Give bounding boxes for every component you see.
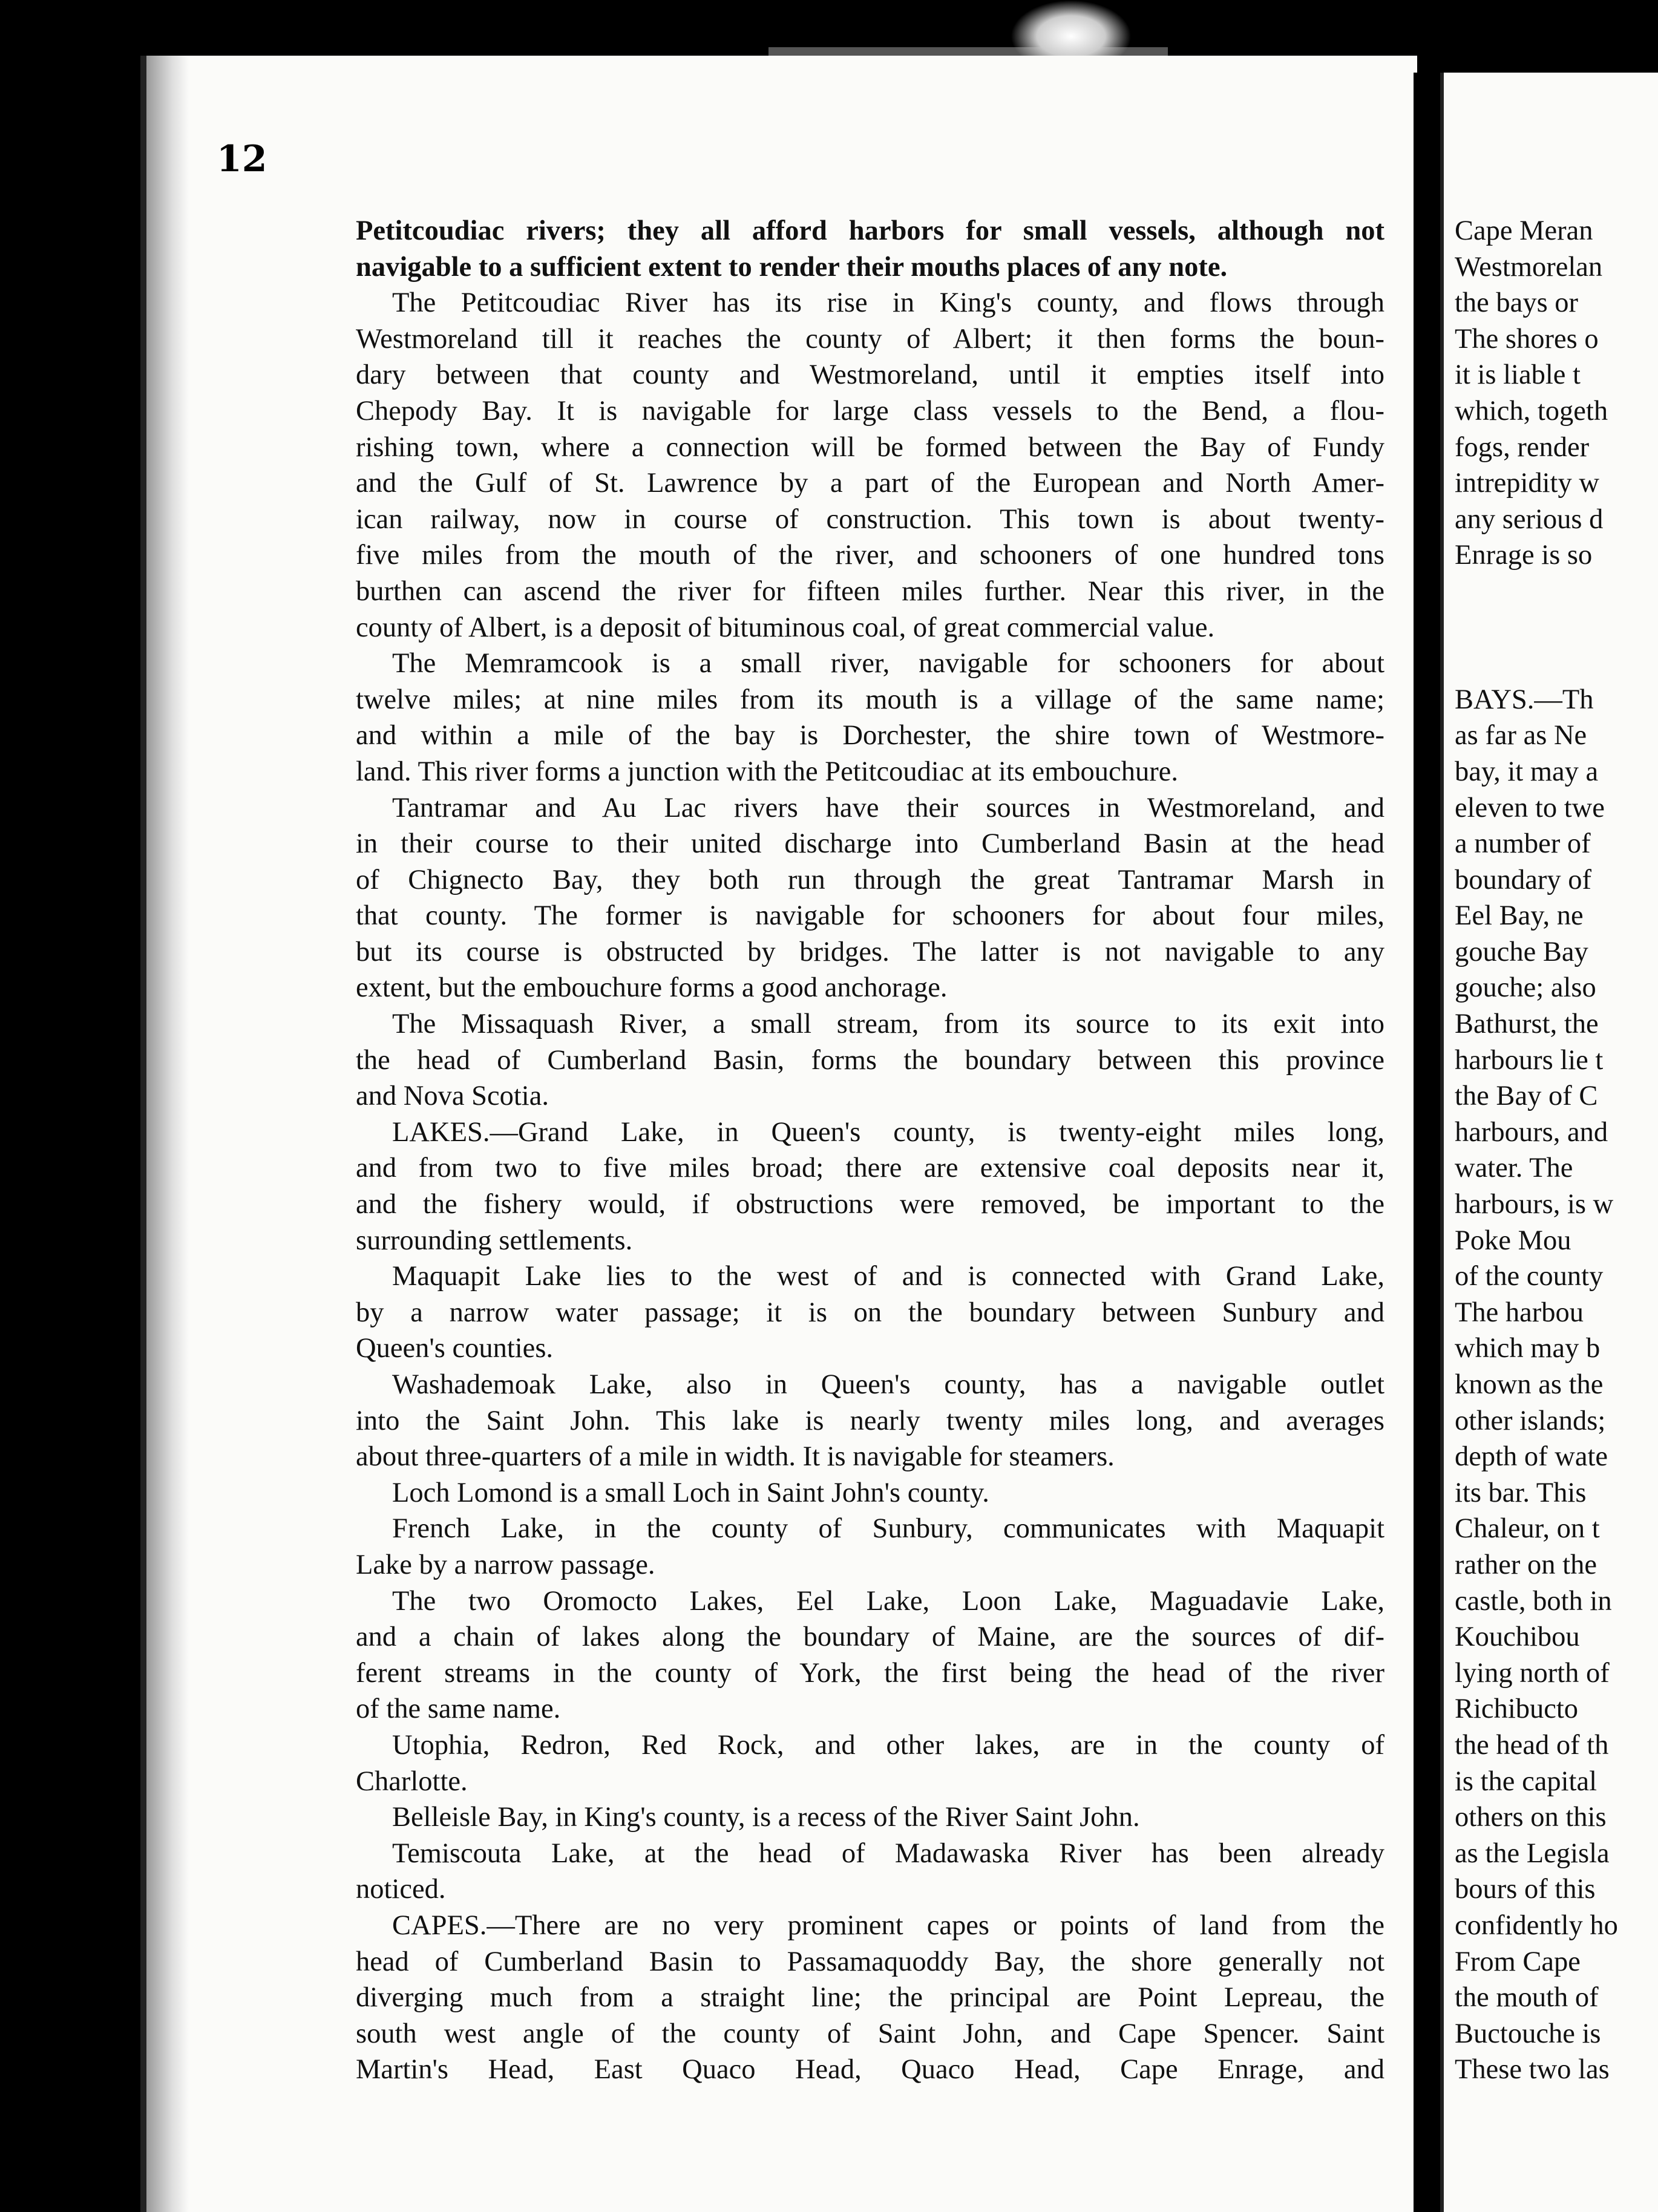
text-line: extent, but the embouchure forms a good anchorage.: [356, 972, 948, 1004]
text-line: diverging much from a straight line; the principal are Point Lepreau, the: [356, 1982, 1384, 2014]
text-line: gouche; also: [1455, 972, 1596, 1004]
text-line: bours of this: [1455, 1874, 1596, 1905]
text-line: the mouth of: [1455, 1982, 1599, 2014]
text-line: bay, it may a: [1455, 756, 1599, 787]
text-line: lying north of: [1455, 1657, 1610, 1689]
text-line: that county. The former is navigable for schooners for about four miles,: [356, 900, 1384, 932]
text-line: The Missaquash River, a small stream, from its source to its exit into: [392, 1009, 1384, 1040]
text-line: head of Cumberland Basin to Passamaquoddy Bay, the shore generally not: [356, 1946, 1384, 1977]
text-line: and within a mile of the bay is Dorchester, the shire town of Westmore-: [356, 720, 1384, 751]
text-line: Lake by a narrow passage.: [356, 1549, 655, 1580]
text-line: other islands;: [1455, 1405, 1606, 1436]
text-line: as far as Ne: [1455, 720, 1587, 751]
text-line: Richibucto: [1455, 1693, 1579, 1725]
text-line: but its course is obstructed by bridges. The latter is not navigable to any: [356, 936, 1384, 967]
text-line: Cape Meran: [1455, 215, 1593, 246]
text-line: its bar. This: [1455, 1477, 1587, 1508]
text-line: which, togeth: [1455, 395, 1608, 427]
text-line: French Lake, in the county of Sunbury, communicates with Maquapit: [392, 1513, 1384, 1545]
text-line: Chepody Bay. It is navigable for large class vessels to the Bend, a flou-: [356, 395, 1384, 427]
text-line: ican railway, now in course of construction. This town is about twenty-: [356, 503, 1384, 535]
gutter: [1414, 73, 1440, 2212]
text-line: of the same name.: [356, 1693, 561, 1725]
text-line: Kouchibou: [1455, 1621, 1580, 1653]
text-line: Charlotte.: [356, 1765, 468, 1797]
text-line: navigable to a sufficient extent to render their mouths places of any note.: [356, 251, 1228, 283]
left-page-text: [356, 213, 1384, 2088]
text-line: is the capital: [1455, 1765, 1597, 1797]
page-binding-shadow: [146, 56, 189, 2212]
text-line: the bays or: [1455, 287, 1579, 319]
text-line: and the Gulf of St. Lawrence by a part of the European and North Amer-: [356, 468, 1384, 499]
text-line: harbours, and: [1455, 1116, 1608, 1148]
text-line: noticed.: [356, 1874, 446, 1905]
text-line: Temiscouta Lake, at the head of Madawaska River has been already: [392, 1837, 1384, 1869]
text-line: and Nova Scotia.: [356, 1081, 549, 1112]
text-line: rather on the: [1455, 1549, 1597, 1580]
right-page-text: [1455, 213, 1658, 2088]
text-line: The harbou: [1455, 1297, 1584, 1328]
text-line: The two Oromocto Lakes, Eel Lake, Loon Lake, Maguadavie Lake,: [392, 1585, 1384, 1617]
text-line: five miles from the mouth of the river, and schooners of one hundred tons: [356, 540, 1384, 571]
text-line: south west angle of the county of Saint John, and Cape Spencer. Saint: [356, 2018, 1384, 2049]
text-line: Eel Bay, ne: [1455, 900, 1584, 932]
text-line: of Chignecto Bay, they both run through the great Tantramar Marsh in: [356, 864, 1384, 895]
text-line: as the Legisla: [1455, 1837, 1610, 1869]
text-line: fogs, render: [1455, 431, 1590, 463]
text-line: Buctouche is: [1455, 2018, 1601, 2049]
text-line: eleven to twe: [1455, 792, 1605, 823]
text-line: harbours lie t: [1455, 1044, 1604, 1076]
text-line: of the county: [1455, 1261, 1604, 1292]
text-line: The shores o: [1455, 323, 1599, 355]
text-line: county of Albert, is a deposit of bituminous coal, of great commercial value.: [356, 612, 1215, 643]
text-line: Martin's Head, East Quaco Head, Quaco Head, Cape Enrage, and: [356, 2054, 1384, 2086]
text-line: harbours, is w: [1455, 1189, 1614, 1220]
text-line: BAYS.—Th: [1455, 684, 1594, 715]
text-line: Belleisle Bay, in King's county, is a recess of the River Saint John.: [392, 1802, 1140, 1833]
text-line: the head of th: [1455, 1729, 1609, 1761]
text-line: land. This river forms a junction with the Petitcoudiac at its embouchure.: [356, 756, 1178, 787]
text-line: The Memramcook is a small river, navigable for schooners for about: [392, 648, 1384, 679]
text-line: Maquapit Lake lies to the west of and is connected with Grand Lake,: [392, 1261, 1384, 1292]
text-line: Chaleur, on t: [1455, 1513, 1600, 1545]
text-line: by a narrow water passage; it is on the boundary between Sunbury and: [356, 1297, 1384, 1328]
text-line: From Cape: [1455, 1946, 1581, 1977]
text-line: intrepidity w: [1455, 468, 1599, 499]
text-line: Enrage is so: [1455, 540, 1593, 571]
text-line: Poke Mou: [1455, 1225, 1571, 1256]
text-line: [1455, 646, 1658, 682]
text-line: which may b: [1455, 1333, 1601, 1364]
text-line: known as the: [1455, 1369, 1604, 1400]
text-line: Queen's counties.: [356, 1333, 554, 1364]
text-line: CAPES.—There are no very prominent capes or points of land from the: [392, 1909, 1384, 1941]
text-line: confidently ho: [1455, 1909, 1618, 1941]
text-line: into the Saint John. This lake is nearly twenty miles long, and averages: [356, 1405, 1384, 1436]
text-line: Washademoak Lake, also in Queen's county, has a navigable outlet: [392, 1369, 1384, 1400]
text-line: gouche Bay: [1455, 936, 1588, 967]
text-line: depth of wate: [1455, 1441, 1608, 1473]
text-line: and a chain of lakes along the boundary of Maine, are the sources of dif-: [356, 1621, 1384, 1653]
text-line: Westmorelan: [1455, 251, 1603, 283]
text-line: Utophia, Redron, Red Rock, and other lakes, are in the county of: [392, 1729, 1384, 1761]
text-line: LAKES.—Grand Lake, in Queen's county, is twenty-eight miles long,: [392, 1116, 1384, 1148]
text-line: others on this: [1455, 1802, 1607, 1833]
text-line: and from two to five miles broad; there are extensive coal deposits near it,: [356, 1153, 1384, 1184]
text-line: These two las: [1455, 2054, 1610, 2086]
text-line: water. The: [1455, 1153, 1573, 1184]
page-number: 12: [217, 138, 267, 180]
text-line: castle, both in: [1455, 1585, 1612, 1617]
text-line: boundary of: [1455, 864, 1591, 895]
text-line: in their course to their united discharge into Cumberland Basin at the head: [356, 828, 1384, 860]
text-line: rishing town, where a connection will be formed between the Bay of Fundy: [356, 431, 1384, 463]
text-line: about three-quarters of a mile in width. It is navigable for steamers.: [356, 1441, 1115, 1473]
text-line: dary between that county and Westmoreland, until it empties itself into: [356, 359, 1384, 391]
text-line: burthen can ascend the river for fifteen miles further. Near this river, in the: [356, 575, 1384, 607]
text-line: Bathurst, the: [1455, 1009, 1599, 1040]
text-line: the Bay of C: [1455, 1081, 1598, 1112]
text-line: the head of Cumberland Basin, forms the boundary between this province: [356, 1044, 1384, 1076]
text-line: a number of: [1455, 828, 1591, 860]
text-line: and the fishery would, if obstructions were removed, be important to the: [356, 1189, 1384, 1220]
text-line: [1455, 610, 1658, 646]
text-line: ferent streams in the county of York, the first being the head of the river: [356, 1657, 1384, 1689]
text-line: The Petitcoudiac River has its rise in King's county, and flows through: [392, 287, 1384, 319]
text-line: it is liable t: [1455, 359, 1581, 391]
text-line: [1455, 574, 1658, 610]
text-line: twelve miles; at nine miles from its mouth is a village of the same name;: [356, 684, 1384, 715]
text-line: Loch Lomond is a small Loch in Saint John's county.: [392, 1477, 989, 1508]
text-line: Tantramar and Au Lac rivers have their sources in Westmoreland, and: [392, 792, 1384, 823]
text-line: surrounding settlements.: [356, 1225, 633, 1256]
text-line: Westmoreland till it reaches the county of Albert; it then forms the boun-: [356, 323, 1384, 355]
text-line: Petitcoudiac rivers; they all afford harbors for small vessels, although not: [356, 215, 1384, 246]
text-line: any serious d: [1455, 503, 1604, 535]
